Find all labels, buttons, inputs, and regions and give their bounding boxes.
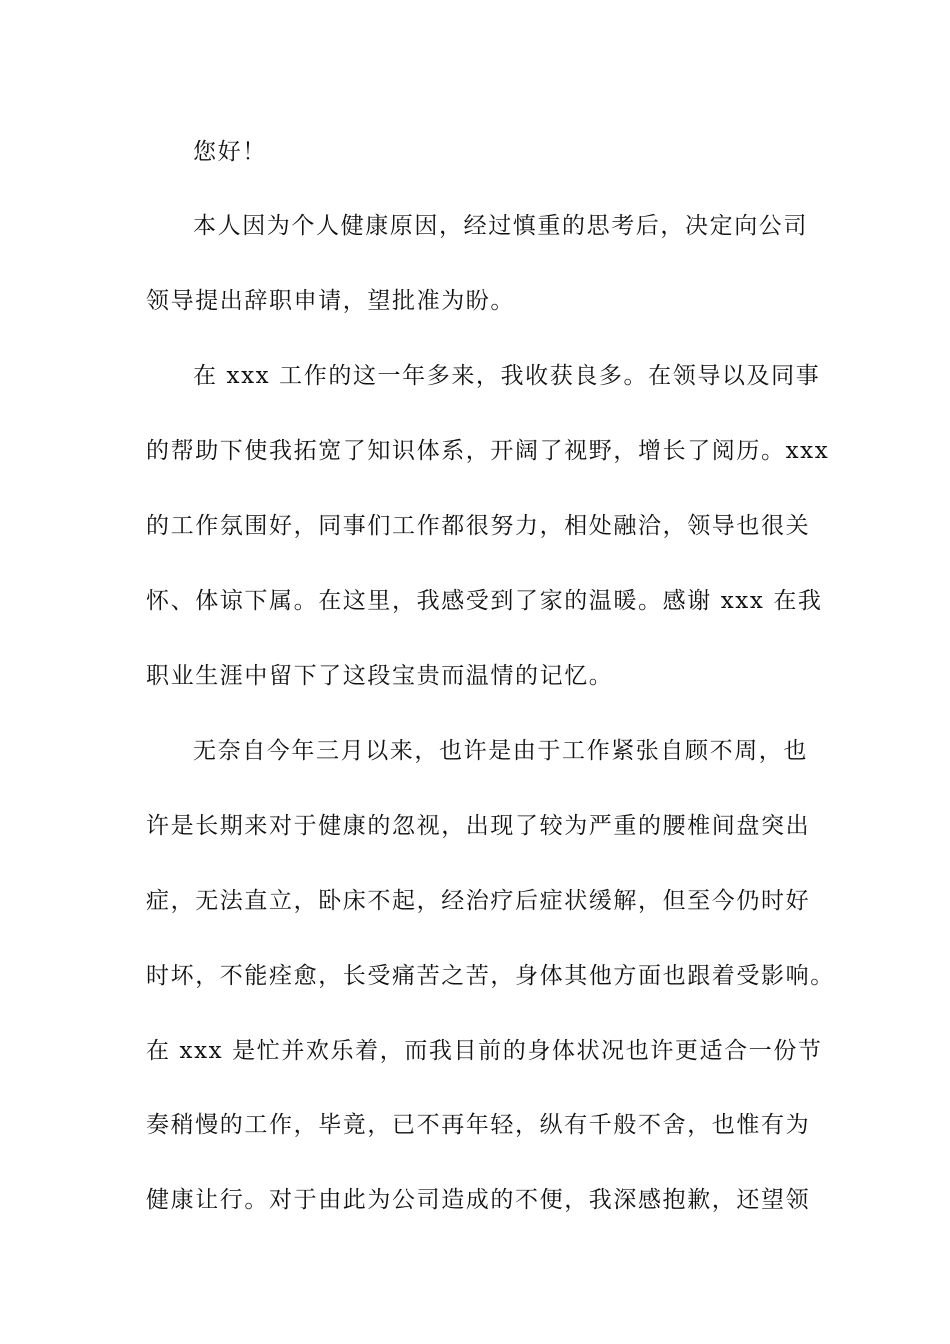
paragraph-2-line-1: 在 xxx 工作的这一年多来，我收获良多。在领导以及同事 — [193, 363, 821, 389]
paragraph-3-line-3: 症，无法直立，卧床不起，经治疗后症状缓解，但至今仍时好 — [146, 888, 811, 914]
paragraph-1-line-2: 领导提出辞职申请，望批准为盼。 — [146, 288, 515, 314]
paragraph-3-line-2: 许是长期来对于健康的忽视，出现了较为严重的腰椎间盘突出 — [146, 813, 811, 839]
paragraph-2-line-5: 职业生涯中留下了这段宝贵而温情的记忆。 — [146, 663, 614, 689]
paragraph-3-line-1: 无奈自今年三月以来，也许是由于工作紧张自顾不周，也 — [193, 738, 808, 764]
greeting-line: 您好！ — [193, 139, 267, 165]
paragraph-1-line-1: 本人因为个人健康原因，经过慎重的思考后，决定向公司 — [193, 213, 808, 239]
paragraph-2-line-4: 怀、体谅下属。在这里，我感受到了家的温暖。感谢 xxx 在我 — [146, 588, 823, 614]
paragraph-2-line-3: 的工作氛围好，同事们工作都很努力，相处融洽，领导也很关 — [146, 513, 811, 539]
paragraph-3-line-6: 奏稍慢的工作，毕竟，已不再年轻，纵有千般不舍，也惟有为 — [146, 1112, 811, 1138]
paragraph-2-line-2: 的帮助下使我拓宽了知识体系，开阔了视野，增长了阅历。xxx — [146, 438, 830, 464]
paragraph-3-line-4: 时坏，不能痊愈，长受痛苦之苦，身体其他方面也跟着受影响。 — [146, 963, 835, 989]
paragraph-3-line-5: 在 xxx 是忙并欢乐着，而我目前的身体状况也许更适合一份节 — [146, 1038, 823, 1064]
paragraph-3-line-7: 健康让行。对于由此为公司造成的不便，我深感抱歉，还望领 — [146, 1187, 811, 1213]
